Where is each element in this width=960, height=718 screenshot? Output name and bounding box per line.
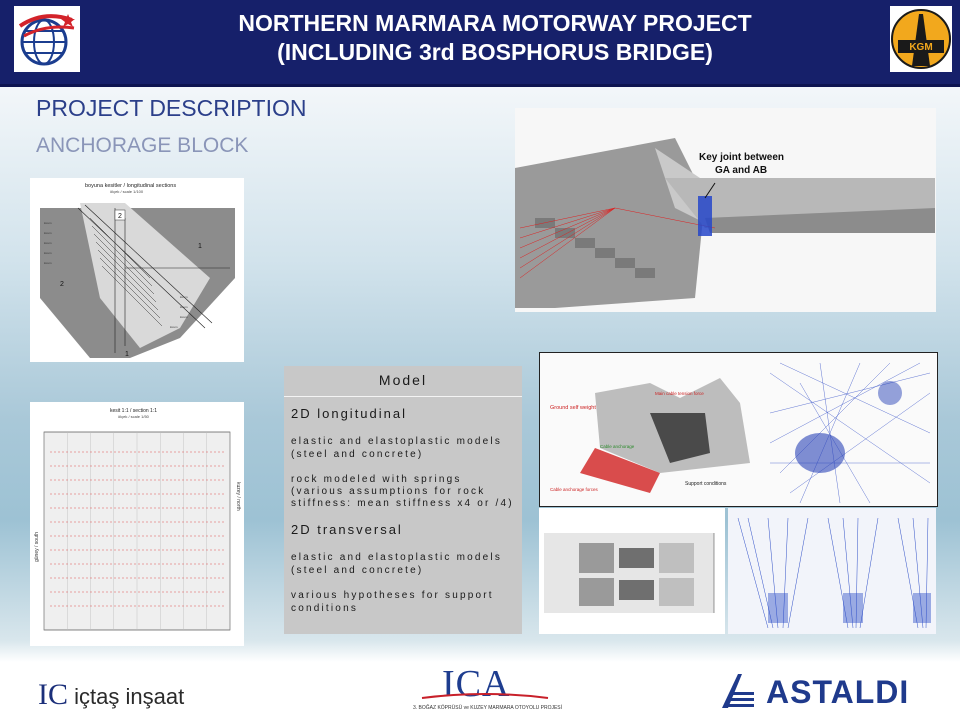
project-title-line1: NORTHERN MARMARA MOTORWAY PROJECT (238, 10, 752, 36)
rock-line3: stiffness: mean stiffness x4 or /4) (291, 498, 514, 509)
ica-swoosh-icon (420, 692, 550, 702)
kgm-emblem-icon (890, 6, 952, 72)
ictas-logo (38, 678, 184, 712)
transversal-line1: elastic and elastoplastic models (291, 552, 503, 563)
ictas-logo-text: içtaş inşaat (74, 684, 185, 709)
key-joint-callout-line2: GA and AB (715, 165, 768, 176)
transversal-section-drawing (539, 508, 725, 634)
model-heading: Model (378, 372, 428, 388)
fem-label-main-cable-tension: Main cable tension force (655, 391, 704, 396)
svg-text:lorem: lorem (44, 251, 52, 255)
longitudinal-drawing-title: boyuna kesitler / longitudinal sections (85, 183, 177, 189)
svg-text:lorem: lorem (44, 261, 52, 265)
marker-2: 2 (60, 281, 64, 288)
ica-subtitle: 3. BOĞAZ KÖPRÜSÜ ve KUZEY MARMARA OTOYOLU PROJESİ (413, 705, 563, 711)
model-description-box (284, 366, 522, 634)
footer-logos (0, 662, 960, 718)
astaldi-mark-icon (718, 670, 758, 710)
fem-label-cable-anchorage: Cable anchorage (600, 444, 635, 449)
transversal-line2: (steel and concrete) (291, 565, 424, 576)
support-line2: conditions (291, 603, 359, 614)
fem-label-cable-anchorage-forces: Cable anchorage forces (550, 487, 598, 492)
rock-line1: rock modeled with springs (291, 474, 462, 485)
longitudinal-title: 2D longitudinal (291, 406, 408, 421)
fem-transversal-model (728, 508, 936, 634)
model-divider (284, 396, 522, 397)
header-bar (0, 0, 960, 87)
section-subtitle: ANCHORAGE BLOCK (36, 134, 249, 157)
astaldi-logo: ASTALDI (766, 674, 910, 710)
marker-0: 1 (198, 243, 202, 250)
longitudinal-drawing-scale: ölçek / scale 1/100 (110, 189, 144, 194)
transversal-title: 2D transversal (291, 522, 403, 537)
longitudinal-section-drawing (30, 178, 244, 362)
rock-line2: (various assumptions for rock (291, 486, 486, 497)
fem-longitudinal-model (539, 352, 938, 507)
section-title: PROJECT DESCRIPTION (36, 95, 307, 121)
marker-3: 1 (125, 351, 129, 358)
kgm-logo (890, 6, 952, 72)
section-drawing-title: kesit 1:1 / section 1:1 (110, 408, 157, 414)
cross-section-drawing (30, 402, 244, 646)
svg-text:lorem: lorem (180, 295, 188, 299)
svg-text:lorem: lorem (170, 325, 178, 329)
ministry-logo (14, 6, 80, 72)
kgm-logo-text: KGM (909, 42, 933, 53)
ictas-logo-mark: IC (38, 678, 68, 711)
svg-text:lorem: lorem (44, 241, 52, 245)
ica-logo: ICA (442, 663, 511, 705)
key-joint-callout-line1: Key joint between (699, 152, 785, 163)
anchorage-3d-render (515, 108, 936, 312)
globe-icon (14, 6, 80, 72)
section-side-right: kuzey / north (235, 482, 241, 511)
longitudinal-line1: elastic and elastoplastic models (291, 436, 503, 447)
fem-label-ground-self-weight: Ground self weight (550, 405, 596, 411)
section-side-left: güney / south (34, 531, 40, 562)
svg-text:lorem: lorem (44, 221, 52, 225)
svg-text:lorem: lorem (180, 315, 188, 319)
support-line1: various hypotheses for support (291, 590, 494, 601)
svg-text:lorem: lorem (44, 231, 52, 235)
section-drawing-scale: ölçek / scale 1/50 (118, 414, 149, 419)
marker-1: 2 (118, 213, 122, 220)
longitudinal-line2: (steel and concrete) (291, 449, 424, 460)
project-title-line2: (INCLUDING 3rd BOSPHORUS BRIDGE) (277, 39, 713, 65)
svg-text:lorem: lorem (180, 305, 188, 309)
fem-label-support-conditions: Support conditions (685, 481, 727, 487)
